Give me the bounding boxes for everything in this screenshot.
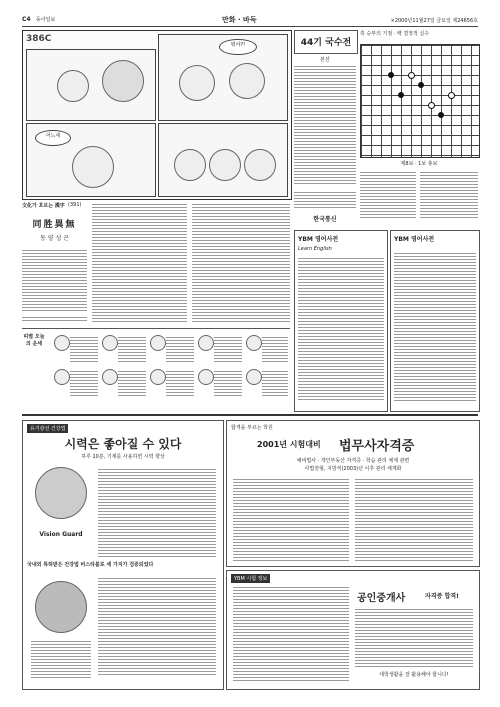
zodiac-snake-icon: [54, 369, 70, 385]
go-board-diagram: [360, 44, 480, 158]
horoscope-text: [70, 369, 98, 397]
character-drawing: [229, 63, 265, 99]
ad-badge: 유기광선 건강법: [27, 424, 68, 433]
ad-body-text: [355, 477, 473, 561]
character-drawing: [57, 70, 89, 102]
go-title: 44기 국수전: [300, 38, 352, 48]
character-drawing: [179, 65, 215, 101]
ad-tag: 합격을 부르는 학원: [231, 425, 273, 431]
section-divider: [22, 414, 478, 416]
black-stone: [418, 82, 424, 88]
comic-panel-3: [26, 123, 156, 197]
horoscope-text: [166, 369, 194, 397]
ad-headline: 법무사자격증: [339, 439, 415, 454]
zodiac-rooster-icon: [246, 369, 262, 385]
comic-strip: [22, 30, 292, 200]
column-text: [192, 202, 290, 322]
horoscope-text: [262, 369, 288, 397]
ad-year: 2001년 시험대비: [257, 440, 321, 449]
comic-title: 386C: [26, 34, 52, 44]
ad-footer: 대학생활을 잘 활용해야 합니다!: [379, 672, 449, 678]
zodiac-ox-icon: [102, 335, 118, 351]
column-text: [92, 202, 187, 322]
character-drawing: [174, 149, 206, 181]
ad-body-text: [98, 576, 216, 676]
zodiac-dragon-icon: [246, 335, 262, 351]
ad-headline: 공인중개사: [357, 593, 406, 604]
ad-logo: YBM 영어사전: [298, 236, 339, 243]
horoscope-title: 띠별 오늘의 운세: [23, 334, 45, 347]
comic-panel-1: [26, 49, 156, 121]
ad-body-text: [394, 251, 476, 401]
newspaper-name: 동아일보: [36, 17, 56, 23]
horoscope-text: [166, 335, 194, 363]
english-ad-2: [390, 230, 480, 412]
speech-bubble: 뭐야?!: [219, 39, 257, 55]
white-stone: [408, 72, 415, 79]
column-number: (391): [68, 202, 82, 208]
go-commentary-text: [294, 190, 356, 210]
ad-body-text: [355, 607, 473, 667]
character-drawing: [72, 146, 114, 188]
zodiac-horse-icon: [102, 369, 118, 385]
go-subtitle: 본선: [320, 57, 330, 63]
zodiac-tiger-icon: [150, 335, 166, 351]
column-body-text: [22, 248, 87, 312]
ad-subheadline-2: 국내외 특허받은 건강법 비스타블로 세 가지가 검증되었다: [27, 562, 154, 568]
black-stone: [388, 72, 394, 78]
horoscope-text: [118, 369, 146, 397]
black-stone: [398, 92, 404, 98]
column-tag: 文化가 흐르는 漢字: [22, 203, 65, 209]
horoscope-text: [118, 335, 146, 363]
character-drawing: [209, 149, 241, 181]
horoscope-text: [214, 369, 242, 397]
page-header: [22, 16, 478, 27]
character-drawing: [102, 60, 144, 102]
black-stone: [438, 112, 444, 118]
zodiac-rat-icon: [54, 335, 70, 351]
sponsor-logo: 한국통신: [313, 216, 337, 223]
realtor-ad: [226, 570, 480, 690]
comic-panel-2: [158, 34, 288, 121]
ad-subheadline: 하루 10분, 기계를 사용하면 시력 향상: [81, 454, 165, 460]
ad-subheadline: 예비법사 · 개인부동산 자격증 · 학습 관리 체계 관련: [296, 458, 410, 464]
zodiac-sheep-icon: [150, 369, 166, 385]
page-number: C4: [22, 16, 31, 23]
ad-subtitle: Learn English: [298, 246, 332, 252]
ad-headline: 시력은 좋아질 수 있다: [64, 437, 182, 451]
ad-subheadline: 자격증 합격!: [425, 593, 459, 600]
ad-body-text: [298, 256, 384, 401]
product-image: [35, 581, 87, 633]
zodiac-rabbit-icon: [198, 335, 214, 351]
issue-date: ×2000년11월27일 금요일 제24656호: [390, 18, 478, 24]
horoscope-section: [22, 328, 290, 409]
eye-image: [35, 467, 87, 519]
vision-ad: [22, 420, 224, 690]
english-ad: [294, 230, 388, 412]
comic-panel-4: [158, 123, 288, 197]
column-headline: 同胜異無: [32, 220, 77, 230]
column-text: [22, 315, 87, 323]
character-drawing: [244, 149, 276, 181]
ad-body-text: [98, 467, 216, 557]
go-title-box: [294, 30, 358, 54]
ad-subheadline-2: 사법전형, 지방직(2003)년 이후 관리 체계화: [304, 466, 402, 472]
go-commentary-text: [294, 64, 356, 184]
go-section: [294, 30, 478, 225]
go-commentary-text: [360, 170, 416, 220]
ad-body-text: [233, 477, 349, 561]
horoscope-text: [214, 335, 242, 363]
go-diagram-label: 제8보 · 1보 총보: [400, 161, 438, 167]
white-stone: [448, 92, 455, 99]
section-title: 만화 · 바둑: [222, 16, 257, 24]
column-headline-reading: 동 양 성 곤: [40, 235, 69, 242]
ad-body-text: [233, 585, 349, 681]
product-name: Vision Guard: [39, 531, 83, 538]
ad-logo: YBM 영어사전: [394, 236, 435, 243]
zodiac-monkey-icon: [198, 369, 214, 385]
ad-badge: YBM 시험 정보: [231, 574, 270, 583]
horoscope-text: [70, 335, 98, 363]
hanja-column-box: [22, 202, 87, 310]
white-stone: [428, 102, 435, 109]
law-license-ad: [226, 420, 480, 567]
horoscope-text: [262, 335, 288, 363]
go-caption: 흑 승부의 기점 · 백 결정적 실수: [360, 31, 430, 37]
ad-body-text: [31, 639, 91, 679]
speech-bubble: 어느새: [35, 130, 71, 146]
go-commentary-text: [420, 170, 478, 220]
